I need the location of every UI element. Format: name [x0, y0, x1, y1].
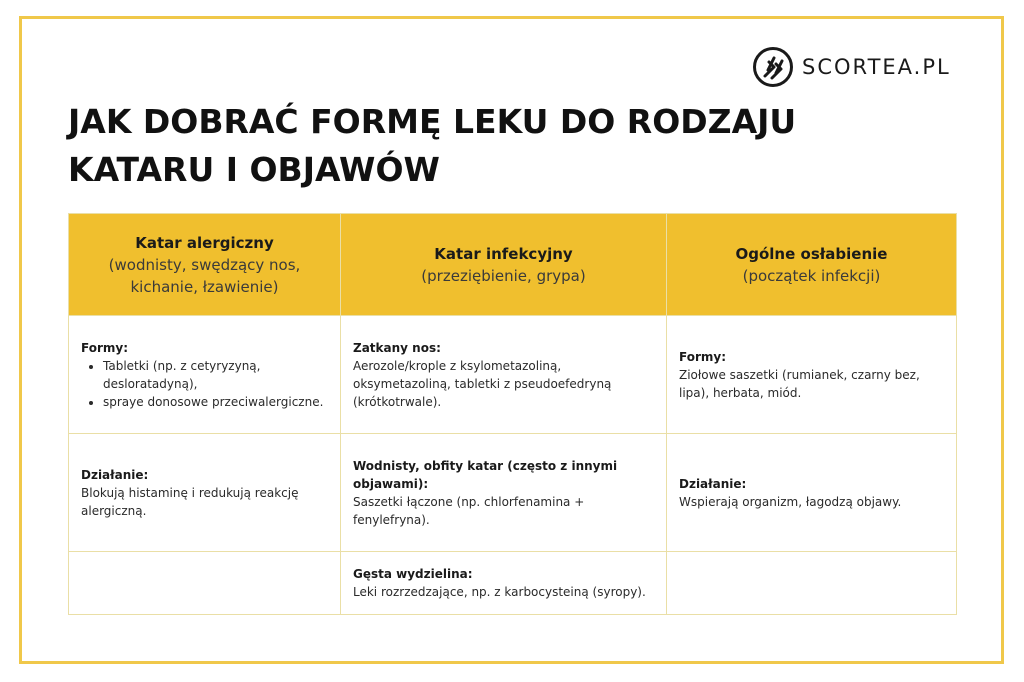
header-allergic: [69, 214, 341, 316]
header-title: Katar alergiczny: [135, 233, 274, 252]
brand-name: SCORTEA.PL: [802, 55, 951, 79]
cell-label: Gęsta wydzielina:: [353, 567, 473, 581]
cell-weakness-action: [667, 434, 957, 552]
cell-infection-thick: [341, 552, 667, 615]
cell-label: Formy:: [81, 340, 128, 355]
title-line-2: KATARU I OBJAWÓW: [68, 150, 440, 189]
brand-logo[interactable]: [752, 46, 951, 88]
header-weakness: [667, 214, 957, 316]
table-header-row: [69, 214, 957, 316]
cell-label: Wodnisty, obfity katar (często z innymi objawami):: [353, 458, 618, 491]
table-row: [69, 316, 957, 434]
table-row: [69, 552, 957, 615]
forms-list: [81, 357, 328, 411]
header-subtitle: (początek infekcji): [742, 266, 881, 285]
cell-weakness-forms: [667, 316, 957, 434]
cell-infection-blocked-nose: [341, 316, 667, 434]
list-item: • Tabletki (np. z cetyryzyną, desloratadyną),: [103, 357, 328, 393]
cell-text: Saszetki łączone (np. chlorfenamina + fenylefryna).: [353, 494, 585, 527]
scortea-logo-icon: [752, 46, 794, 88]
cell-label: Formy:: [679, 349, 726, 364]
header-title: Katar infekcyjny: [434, 244, 573, 263]
header-title: Ogólne osłabienie: [735, 244, 888, 263]
header-subtitle: (przeziębienie, grypa): [421, 266, 586, 285]
table-row: [69, 434, 957, 552]
cell-label: Zatkany nos:: [353, 340, 441, 355]
cell-allergic-action: [69, 434, 341, 552]
comparison-table: [68, 213, 957, 615]
cell-empty: [667, 552, 957, 615]
header-subtitle: (wodnisty, swędzący nos, kichanie, łzawienie): [108, 255, 301, 296]
cell-text: Aerozole/krople z ksylometazoliną, oksymetazoliną, tabletki z pseudoefedryną (krótkotrwale).: [353, 358, 612, 409]
cell-text: Blokują histaminę i redukują reakcję alergiczną.: [81, 485, 299, 518]
cell-infection-watery: [341, 434, 667, 552]
page-title: [68, 98, 948, 194]
cell-empty: [69, 552, 341, 615]
cell-label: Działanie:: [679, 476, 747, 491]
title-line-1: JAK DOBRAĆ FORMĘ LEKU DO RODZAJU: [68, 102, 797, 141]
cell-label: Działanie:: [81, 467, 149, 482]
list-item: • spraye donosowe przeciwalergiczne.: [103, 393, 328, 411]
cell-text: Leki rozrzedzające, np. z karbocysteiną (syropy).: [353, 585, 646, 599]
header-infection: [341, 214, 667, 316]
cell-text: Ziołowe saszetki (rumianek, czarny bez, lipa), herbata, miód.: [679, 367, 920, 400]
cell-text: Wspierają organizm, łagodzą objawy.: [679, 494, 902, 509]
cell-allergic-forms: [69, 316, 341, 434]
